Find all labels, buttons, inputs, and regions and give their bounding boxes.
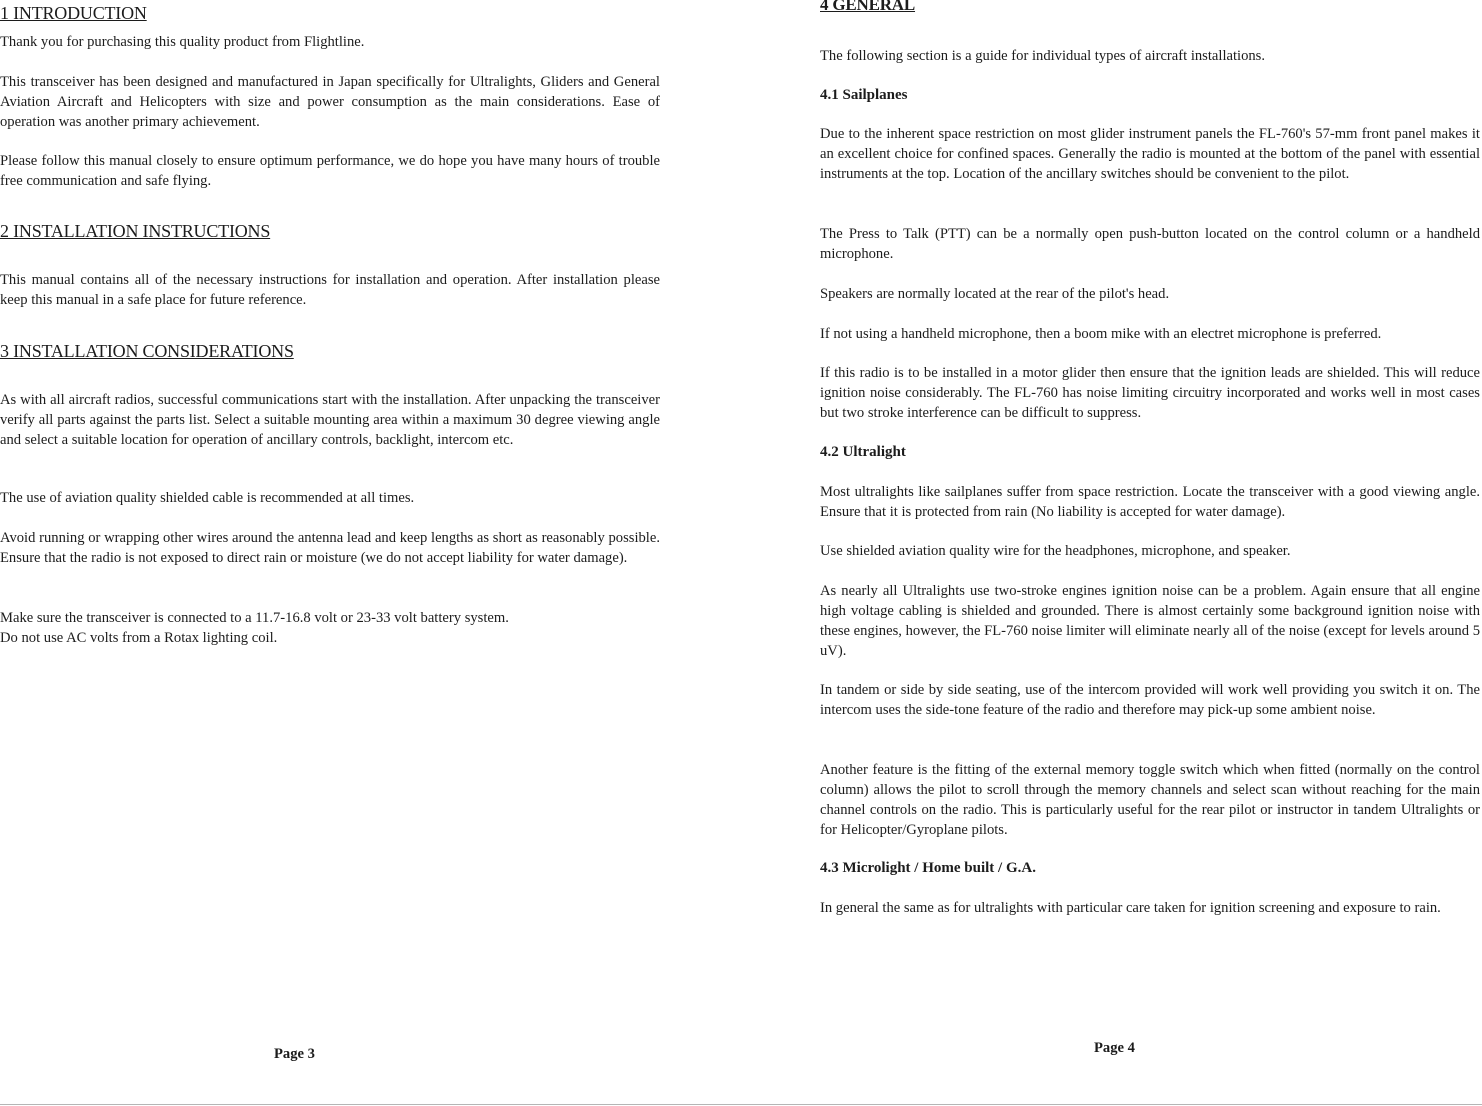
subsection-4-1-title: 4.1 Sailplanes [820,87,908,103]
sub42-paragraph-5: Another feature is the fitting of the external memory toggle switch which when fitted (normally on the control column) allows the pilot to scroll through the memory channels and select scan without reaching for the main channel controls on the radio. This is particularly useful for the rear pilot or instructor in tandem Ultralights or for Helicopter/Gyroplane pilots. [820,762,1480,838]
sub41-paragraph-2: The Press to Talk (PTT) can be a normally open push-button located on the control column or a handheld microphone. [820,226,1480,262]
subsection-4-3-title: 4.3 Microlight / Home built / G.A. [820,860,1036,876]
page-number-left: Page 3 [274,1046,315,1062]
sub42-paragraph-4: In tandem or side by side seating, use of the intercom provided will work well providing you switch it on. The intercom uses the side-tone feature of the radio and therefore may pick-up some ambient noise. [820,682,1480,718]
sub41-paragraph-1: Due to the inherent space restriction on most glider instrument panels the FL-760's 57-mm front panel makes it an excellent choice for confined spaces. Generally the radio is mounted at the bottom of the panel with essential instruments at the top. Location of the ancillary switches should be convenient to the pilot. [820,126,1480,182]
sec1-paragraph-2: This transceiver has been designed and manufactured in Japan specifically for Ultralights, Gliders and General Aviation Aircraft and Helicopters with size and power consumption as the main considerations. Ease of operation was another primary achievement. [0,74,660,130]
page-right [820,0,1482,1106]
sub41-paragraph-3: Speakers are normally located at the rear of the pilot's head. [820,286,1170,302]
sec2-paragraph-1: This manual contains all of the necessary instructions for installation and operation. After installation please keep this manual in a safe place for future reference. [0,272,660,308]
sec4-intro: The following section is a guide for individual types of aircraft installations. [820,48,1266,64]
page-number-right: Page 4 [1094,1040,1135,1056]
bottom-scan-edge [0,1104,1482,1105]
sec1-paragraph-3: Please follow this manual closely to ensure optimum performance, we do hope you have many hours of trouble free communication and safe flying. [0,153,660,189]
section-3-title: 3 INSTALLATION CONSIDERATIONS [0,341,294,361]
sec1-paragraph-1: Thank you for purchasing this quality product from Flightline. [0,34,365,50]
page-left [0,0,662,1106]
sec3-paragraph-3: Avoid running or wrapping other wires around the antenna lead and keep lengths as short as reasonably possible. Ensure that the radio is not exposed to direct rain or moisture (we do not accept liability for water damage). [0,530,660,566]
sec3-paragraph-1: As with all aircraft radios, successful communications start with the installation. After unpacking the transceiver verify all parts against the parts list. Select a suitable mounting area within a maximum 30 degree viewing angle and select a suitable location for operation of ancillary controls, backlight, intercom etc. [0,392,660,448]
sub43-paragraph-1: In general the same as for ultralights with particular care taken for ignition screening and exposure to rain. [820,900,1441,916]
sub41-paragraph-5: If this radio is to be installed in a motor glider then ensure that the ignition leads are shielded. This will reduce ignition noise considerably. The FL-760 has noise limiting circuitry incorporated and works well in most cases but two stroke interference can be difficult to suppress. [820,365,1480,421]
sub42-paragraph-2: Use shielded aviation quality wire for the headphones, microphone, and speaker. [820,543,1291,559]
sec3-paragraph-4-line-2: Do not use AC volts from a Rotax lighting coil. [0,630,278,646]
section-1-title: 1 INTRODUCTION [0,3,147,23]
sub42-paragraph-3: As nearly all Ultralights use two-stroke engines ignition noise can be a problem. Again ensure that all engine high voltage cabling is shielded and grounded. There is almost certainly some background ignition noise with these engines, however, the FL-760 noise limiter will eliminate nearly all of the noise (except for levels around 5 uV). [820,583,1480,659]
sec3-paragraph-4-line-1: Make sure the transceiver is connected to a 11.7-16.8 volt or 23-33 volt battery system. [0,610,509,626]
sub41-paragraph-4: If not using a handheld microphone, then a boom mike with an electret microphone is preferred. [820,326,1382,342]
subsection-4-2-title: 4.2 Ultralight [820,444,906,460]
sec3-paragraph-2: The use of aviation quality shielded cable is recommended at all times. [0,490,415,506]
section-2-title: 2 INSTALLATION INSTRUCTIONS [0,221,271,241]
section-4-title: 4 GENERAL [820,0,916,14]
sub42-paragraph-1: Most ultralights like sailplanes suffer from space restriction. Locate the transceiver with a good viewing angle. Ensure that it is protected from rain (No liability is accepted for water damage). [820,484,1480,520]
